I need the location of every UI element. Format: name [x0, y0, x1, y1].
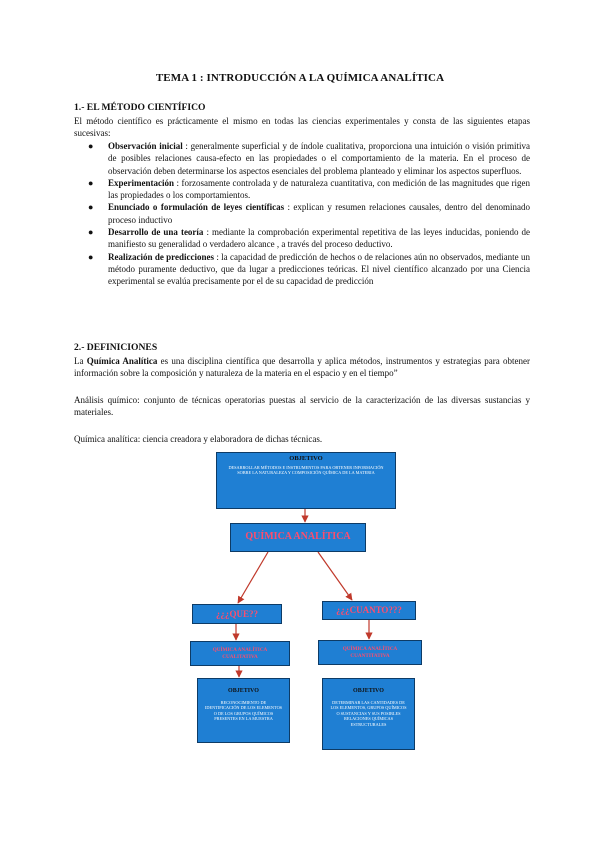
- objective-top-box: [216, 452, 396, 509]
- item-text: : la capacidad de predicción de hechos o de relaciones aún no observados, mediante un método puramente deductivo, que da lugar a predicciones teóricas. El nivel científico alcanzado por una Ciencia experimental se evalúa precisamente por el de su capacidad de predicción: [108, 251, 530, 287]
- bullet-icon: ●: [88, 202, 94, 213]
- item-text: : generalmente superficial y de índole cualitativa, proporciona una intuición o visión primitiva de posibles relaciones causa-efecto en las propiedades o el comportamiento de la materia. En el proceso de observación deben determinarse los aspectos esenciales del problema planteado y eliminar los aspectos superfluos.: [108, 141, 530, 176]
- section2-heading: 2.- DEFINICIONES: [74, 342, 158, 353]
- cuantitativa-objective-text: DETERMINAR LAS CANTIDADES DE LOS ELEMENTOS, GRUPOS QUÍMICOS O SUSTANCIAS Y SUS POSIBLES RELACIONES QUÍMICAS ESTRUCTURALES: [330, 700, 407, 727]
- item-term: Experimentación: [108, 177, 174, 188]
- definition-text: es una disciplina científica que desarrolla y aplica métodos, instrumentos y estrategias para obtener información sobre la composición y naturaleza de la materia en el espacio y en el tiempo”: [74, 356, 530, 379]
- cuanto-box: [322, 601, 416, 620]
- item-term: Enunciado o formulación de leyes científicas: [108, 202, 285, 213]
- item-term: Desarrollo de una teoría: [108, 227, 204, 238]
- bullet-icon: ●: [88, 141, 94, 151]
- quimica-paragraph: Química analítica: ciencia creadora y elaboradora de dichas técnicas.: [74, 434, 323, 444]
- bullet-icon: ●: [88, 251, 94, 262]
- cualitativa-objective-title: OBJETIVO: [228, 688, 259, 694]
- section1-heading: 1.- EL MÉTODO CIENTÍFICO: [74, 102, 206, 113]
- bullet-icon: ●: [88, 177, 94, 188]
- cualitativa-objective-box: [197, 678, 290, 743]
- cuantitativa-box: [318, 640, 422, 665]
- item-text: : forzosamente controlada y de naturaleza cuantitativa, con medición de las magnitudes que rigen las propiedades o los comportamientos.: [108, 177, 530, 201]
- item-term: Realización de predicciones: [108, 251, 214, 262]
- cualitativa-box: [190, 641, 290, 666]
- cuantitativa-objective-box: [322, 678, 415, 750]
- definition-term: Química Analítica: [86, 356, 158, 366]
- bullet-icon: ●: [88, 227, 94, 238]
- cuantitativa-label: QUÍMICA ANALÍTICA CUANTITATIVA: [342, 646, 398, 659]
- que-label: ¿¿¿QUE??: [215, 609, 258, 619]
- section1-intro: El método científico es prácticamente el mismo en todas las ciencias experimentales y consta de las siguientes etapas sucesivas:: [74, 116, 530, 139]
- definition-prefix: La: [74, 356, 87, 366]
- arrow-center-to-left: [238, 552, 268, 603]
- cuantitativa-objective-title: OBJETIVO: [353, 688, 384, 694]
- arrow-center-to-right: [318, 552, 352, 600]
- objective-top-title: OBJETIVO: [289, 455, 323, 462]
- quimica-analitica-label: QUÍMICA ANALÍTICA: [245, 531, 351, 542]
- cualitativa-label: QUÍMICA ANALÍTICA CUALITATIVA: [212, 647, 268, 660]
- quimica-analitica-box: [230, 523, 366, 552]
- item-text: : mediante la comprobación experimental repetitiva de las leyes inducidas, poniendo de manifiesto su generalidad o verdadero alcance , a través del proceso deductivo.: [108, 227, 531, 250]
- objective-top-text: DESARROLLAR MÉTODOS E INSTRUMENTOS PARA OBTENER INFORMACIÓN SOBRE LA NATURALEZA Y COMPOSICIÓN QUÍMICA DE LA MATERIA: [228, 465, 384, 476]
- cualitativa-objective-text: RECONOCIMIENTO DE IDENTIFICACIÓN DE LOS ELEMENTOS O DE LOS GRUPOS QUÍMICOS PRESENTES EN LA MUESTRA: [204, 700, 283, 722]
- analisis-paragraph: Análisis químico: conjunto de técnicas operatorias puestas al servicio de la caracterización de las diversas sustancias y materiales.: [74, 395, 530, 418]
- item-term: Observación inicial: [108, 141, 183, 151]
- item-text: : explican y resumen relaciones causales, dentro del denominado proceso inductivo: [108, 202, 530, 225]
- que-box: [192, 604, 282, 624]
- page-title: TEMA 1 : INTRODUCCIÓN A LA QUÍMICA ANALÍTICA: [155, 72, 445, 84]
- cuanto-label: ¿¿¿CUANTO???: [336, 605, 402, 615]
